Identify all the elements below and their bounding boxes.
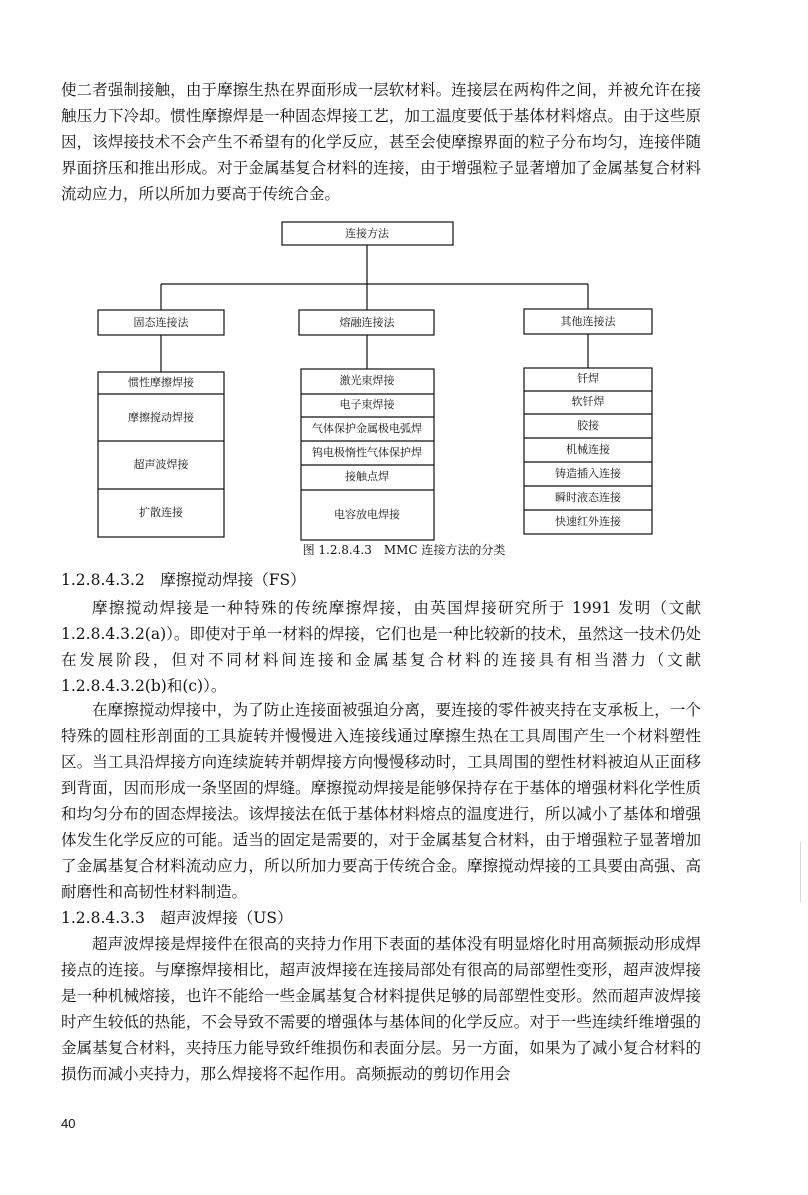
method-label: 电子束焊接 — [339, 398, 395, 411]
fs-paragraph-2: 在摩擦搅动焊接中，为了防止连接面被强迫分离，要连接的零件被夹持在支承板上，一个特殊的圆柱形剖面的工具旋转并慢慢进入连接线通过摩擦生热在工具周围产生一个材料塑性区。当工具沿焊接方向连续旋转并朝焊接方向慢慢移动时，工具周围的塑性材料被迫从正面移到背面，因而形成一条坚固的焊缝。摩擦搅动焊接是能够保持存在于基体的增强材料化学性质和均匀分布的固态焊接法。该焊接法在低于基体材料熔点的温度进行，所以减小了基体和增强体发生化学反应的可能。适当的固定是需要的，对于金属基复合材料，由于增强粒子显著增加了金属基复合材料流动应力，所以所加力要高于传统合金。摩擦搅动焊接的工具要由高强、高耐磨性和高韧性材料制造。 — [61, 701, 701, 901]
category-label-other: 其他连接法 — [560, 315, 616, 328]
diagram-root-label: 连接方法 — [345, 227, 389, 240]
method-label: 惯性摩擦焊接 — [128, 376, 194, 389]
figure-caption: 图 1.2.8.4.3 MMC 连接方法的分类 — [302, 543, 506, 557]
method-label: 机械连接 — [566, 443, 610, 456]
method-label: 软钎焊 — [571, 395, 605, 408]
section-heading-us: 1.2.8.4.3.3 超声波焊接（US） — [61, 909, 293, 927]
method-label: 胶接 — [577, 419, 599, 432]
method-label: 扩散连接 — [139, 506, 183, 519]
method-label: 钨电极惰性气体保护焊 — [312, 446, 422, 459]
method-label: 快速红外连接 — [555, 515, 621, 528]
method-label: 摩擦搅动焊接 — [128, 411, 194, 424]
method-label: 钎焊 — [577, 372, 599, 385]
category-label-solid: 固态连接法 — [133, 316, 189, 329]
fs-paragraph-1: 摩擦搅动焊接是一种特殊的传统摩擦焊接，由英国焊接研究所于 1991 发明（文献 1.2.8.4.3.2(a)）。即使对于单一材料的焊接，它们也是一种比较新的技术，虽然这一技术仍处在发展阶段，但对不同材料间连接和金属基复合材料的连接具有相当潜力（文献 1.2.8.4.3.2(b)和(c)）。 — [61, 599, 701, 695]
method-label: 气体保护金属极电弧焊 — [312, 422, 422, 435]
method-label: 接触点焊 — [345, 470, 389, 483]
section-heading-fs: 1.2.8.4.3.2 摩擦搅动焊接（FS） — [61, 571, 306, 589]
classification-diagram — [0, 0, 808, 570]
page-number: 40 — [61, 1116, 76, 1131]
scan-edge-mark — [800, 842, 801, 902]
method-label: 铸造插入连接 — [555, 467, 621, 480]
method-label: 瞬时液态连接 — [555, 491, 621, 504]
method-label: 超声波焊接 — [133, 458, 189, 471]
category-label-fusion: 熔融连接法 — [339, 316, 395, 329]
method-label: 激光束焊接 — [339, 374, 395, 387]
us-paragraph-1: 超声波焊接是焊接件在很高的夹持力作用下表面的基体没有明显熔化时用高频振动形成焊接点的连接。与摩擦焊接相比，超声波焊接在连接局部处有很高的局部塑性变形，超声波焊接是一种机械熔接，也许不能给一些金属基复合材料提供足够的局部塑性变形。然而超声波焊接时产生较低的热能，不会导致不需要的增强体与基体间的化学反应。对于一些连续纤维增强的金属基复合材料，夹持压力能导致纤维损伤和表面分层。另一方面，如果为了减小复合材料的损伤而减小夹持力，那么焊接将不起作用。高频振动的剪切作用会 — [61, 935, 701, 1083]
intro-paragraph: 使二者强制接触，由于摩擦生热在界面形成一层软材料。连接层在两构件之间，并被允许在接触压力下冷却。惯性摩擦焊是一种固态焊接工艺，加工温度要低于基体材料熔点。由于这些原因，该焊接技术不会产生不希望有的化学反应，甚至会使摩擦界面的粒子分布均匀，连接伴随界面挤压和推出形成。对于金属基复合材料的连接，由于增强粒子显著增加了金属基复合材料流动应力，所以所加力要高于传统合金。 — [61, 81, 701, 203]
method-label: 电容放电焊接 — [334, 508, 400, 521]
